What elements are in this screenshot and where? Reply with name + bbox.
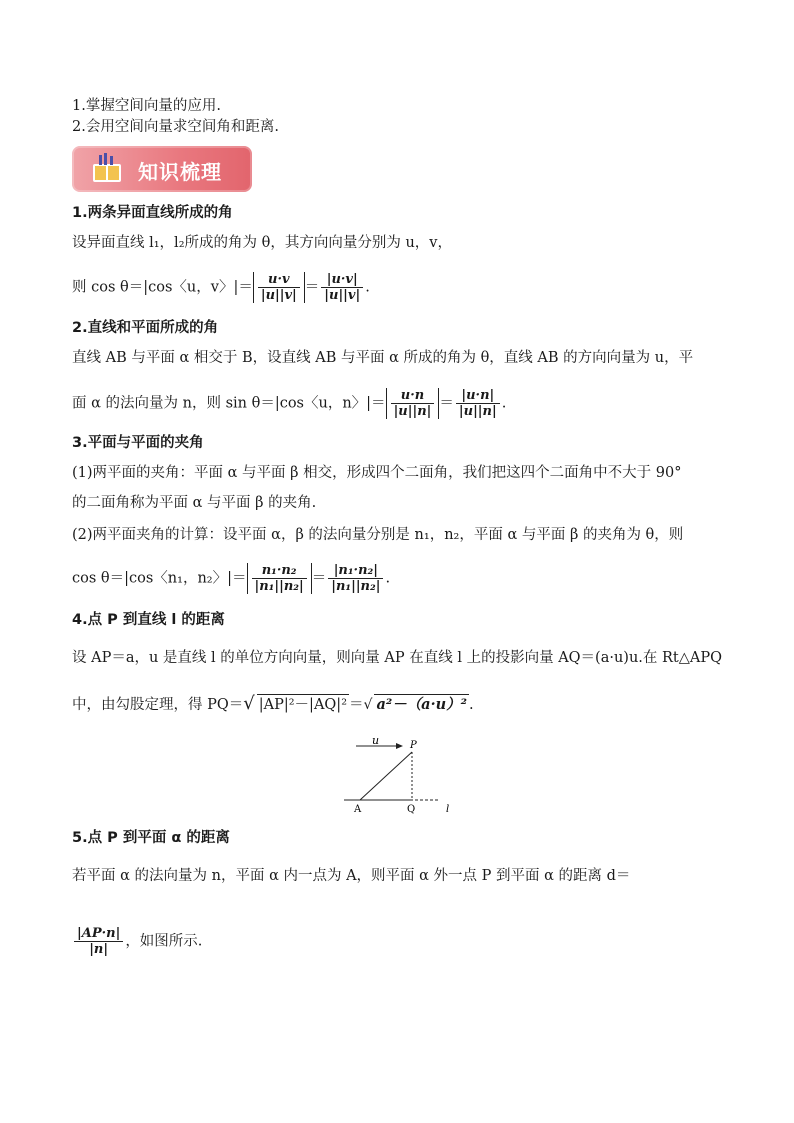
section4-title: 4.点 P 到直线 l 的距离 [72, 612, 225, 628]
banner-title: 知识梳理 [138, 160, 222, 184]
section2-num2: |u·n| [456, 388, 500, 404]
section4-eq: ＝ [349, 697, 364, 713]
section5-title: 5.点 P 到平面 α 的距离 [72, 830, 230, 846]
u-arrowhead [396, 743, 403, 749]
section2-text: 直线 AB 与平面 α 相交于 B，设直线 AB 与平面 α 所成的角为 θ，直线 AB 的方向向量为 u，平 [72, 350, 694, 366]
section2-num: u·n [391, 388, 435, 404]
section4-formula-lead: 中，由勾股定理，得 PQ＝ [72, 697, 244, 713]
label-P: P [410, 740, 417, 751]
section2-title: 2.直线和平面所成的角 [72, 320, 219, 336]
objective-2: 2.会用空间向量求空间角和距离. [72, 119, 279, 135]
segment-AP [360, 752, 412, 800]
section1-title: 1.两条异面直线所成的角 [72, 205, 233, 221]
distance-figure [340, 736, 480, 816]
section1-num: u·v [258, 272, 300, 288]
section1-den2: |u||v| [324, 288, 361, 303]
section4-sqrt1: |AP|²－|AQ|² [257, 694, 349, 715]
section3-num: n₁·n₂ [252, 563, 307, 579]
label-l: l [446, 804, 450, 815]
objective-1: 1.掌握空间向量的应用. [72, 98, 221, 114]
section2-formula-lead: 面 α 的法向量为 n，则 sin θ＝|cos〈u，n〉|＝ [72, 395, 386, 412]
section3-den2: |n₁||n₂| [331, 579, 381, 594]
section2-den: |u||n| [393, 404, 432, 419]
section3-title: 3.平面与平面的夹角 [72, 435, 204, 451]
section3-formula: cos θ＝|cos〈n₁，n₂〉|＝ $\frac{\text{n₁·n₂}}{\text{|n₁||n₂|}}$ ＝ $\frac{\text{|n₁·n₂|}}{\text{|n₁||n₂|}}$ . [72, 563, 391, 594]
section3-num2: |n₁·n₂| [328, 563, 383, 579]
label-Q: Q [407, 804, 416, 815]
section-banner [72, 146, 252, 192]
section5-num: |AP·n| [74, 926, 123, 942]
section2-formula: 面 α 的法向量为 n，则 sin θ＝|cos〈u，n〉|＝ $\frac{u\cdot n}{|u||n|}$ ＝ $\frac{|u\cdot n|}{|u||n|}$ . [72, 388, 507, 419]
section3-para1b: 的二面角称为平面 α 与平面 β 的夹角. [72, 495, 317, 511]
section3-para2a: (2)两平面夹角的计算：设平面 α，β 的法向量分别是 n₁，n₂，平面 α 与平面 β 的夹角为 θ，则 [72, 527, 684, 543]
label-u: u [372, 736, 380, 747]
section5-text: 若平面 α 的法向量为 n，平面 α 内一点为 A，则平面 α 外一点 P 到平面 α 的距离 d＝ [72, 868, 631, 884]
section5-tail: ，如图所示. [125, 933, 203, 950]
section1-text: 设异面直线 l₁，l₂所成的角为 θ，其方向向量分别为 u，v， [72, 235, 452, 251]
section4-sqrt2: a²－（a·u）² [376, 696, 468, 713]
book-icon [90, 152, 124, 186]
section3-formula-lead: cos θ＝|cos〈n₁，n₂〉|＝ [72, 570, 247, 587]
section1-formula: 则 cos θ＝|cos〈u，v〉|＝ $\frac{u\cdot v}{|u||v|}$ ＝ $\frac{|u\cdot v|}{|u||v|}$ . [72, 272, 370, 303]
section1-den: |u||v| [260, 288, 297, 303]
label-A: A [354, 804, 362, 815]
section3-den: |n₁||n₂| [254, 579, 304, 594]
section4-formula: 中，由勾股定理，得 PQ＝√ |AP|²－|AQ|² ＝√ a²－（a·u）² . [72, 693, 474, 714]
section5-den: |n| [89, 942, 109, 957]
section3-para1a: (1)两平面的夹角：平面 α 与平面 β 相交，形成四个二面角，我们把这四个二面角中不大于 90° [72, 465, 682, 481]
section4-text: 设 AP＝a，u 是直线 l 的单位方向向量，则向量 AP 在直线 l 上的投影向量 AQ＝(a·u)u.在 Rt△APQ [72, 650, 723, 666]
section1-formula-lead: 则 cos θ＝|cos〈u，v〉|＝ [72, 279, 253, 296]
section2-den2: |u||n| [458, 404, 497, 419]
section5-formula [72, 926, 202, 957]
section1-num2: |u·v| [321, 272, 363, 288]
